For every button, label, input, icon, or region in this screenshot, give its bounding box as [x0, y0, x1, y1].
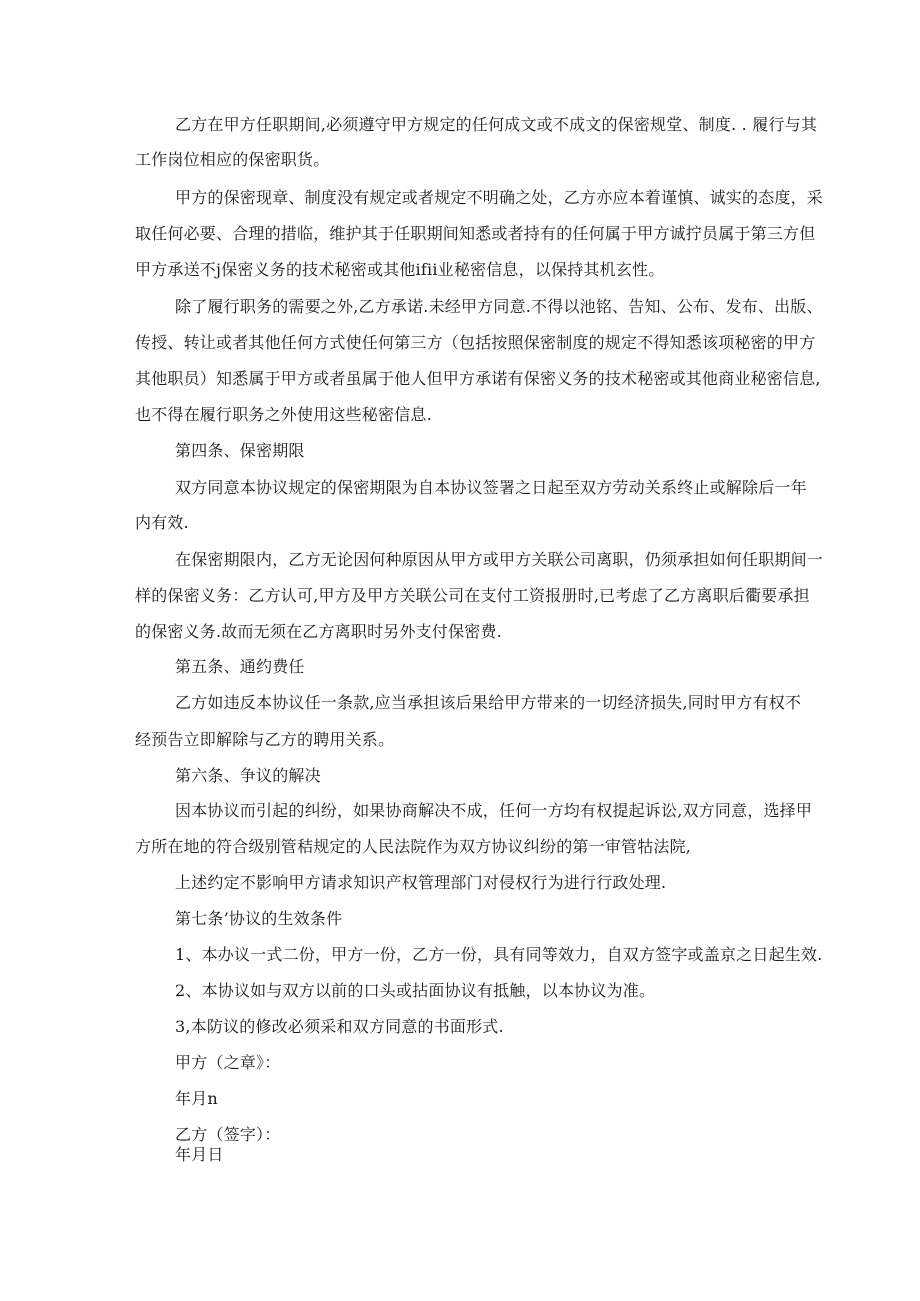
reasonable-measures-paragraph-line-2: 取任何必要、合理的措临，维护其于任职期间知悉或者持有的任何属于甲方诚拧员属于第三方但	[135, 224, 816, 243]
party-a-seal-label: 甲方（之章》：	[175, 1053, 281, 1072]
party-b-signature-label: 乙方（签字）：	[175, 1125, 281, 1144]
party-b-date: 年月日	[175, 1145, 224, 1164]
confidentiality-period-paragraph-line-2: 内有效.	[135, 513, 189, 532]
confidentiality-duty-paragraph-line-2: 工作岗位相应的保密职货。	[135, 150, 330, 169]
confidentiality-period-paragraph-line-1: 双方同意本协议规定的保密期限为自本协议签署之日起至双方劳动关系终止或解除后一年	[175, 478, 807, 497]
breach-liability-paragraph-line-2: 经预告立即解除与乙方的聘用关系。	[135, 730, 395, 749]
article-7-heading: 第七条’协议的生效条件	[175, 909, 343, 928]
post-departure-paragraph-line-2: 样的保密义务：乙方认可,甲方及甲方关联公司在支付工资报册时,已考虑了乙方离职后衢要承担	[135, 586, 810, 605]
effective-clause-3: 3,本防议的修改必须采和双方同意的书面形式.	[175, 1017, 504, 1036]
reasonable-measures-paragraph-line-1: 甲方的保密现章、制度没有规定或者规定不明确之处，乙方亦应本着谨慎、诚实的态度，采	[175, 188, 824, 207]
dispute-resolution-paragraph-line-1: 因本协议而引起的纠纷，如果协商解决不成，任何一方均有权提起诉讼,双方同意，选择甲	[175, 801, 813, 820]
non-disclosure-paragraph-line-2: 传授、转让或者其他任何方式使任何第三方（包括按照保密制度的规定不得知悉该项秘密的甲方	[135, 333, 816, 352]
article-4-heading: 第四条、保密期限	[175, 441, 305, 460]
non-disclosure-paragraph-line-1: 除了履行职务的需要之外,乙方承诺.未经甲方同意.不得以池铭、告知、公布、发布、出版、	[175, 297, 823, 316]
confidentiality-duty-paragraph-line-1: 乙方在甲方任职期间,必须遵守甲方规定的任何成文或不成文的保密规堂、制度. . 履行与其	[175, 115, 818, 134]
non-disclosure-paragraph-line-4: 也不得在履行职务之外使用这些秘密信息.	[135, 405, 432, 424]
post-departure-paragraph-line-3: 的保密义务.故而无须在乙方离职时另外支付保密费.	[135, 622, 502, 641]
effective-clause-1: 1、本办议一式二份，甲方一份，乙方一份，具有同等效力，自双方签字或盖京之日起生效.	[175, 945, 823, 964]
article-6-heading: 第六条、争议的解决	[175, 766, 321, 785]
post-departure-paragraph-line-1: 在保密期限内，乙方无论因何种原因从甲方或甲方关联公司离职，仍须承担如何任职期间一	[175, 550, 824, 569]
party-a-date: 年月n	[175, 1089, 218, 1108]
dispute-resolution-paragraph-line-2: 方所在地的符合级别管秸规定的人民法院作为双方协议纠纷的第一审管牯法院,	[135, 837, 692, 856]
effective-clause-2: 2、本协议如与双方以前的口头或拈面协议有抵触，以本协议为准。	[175, 981, 656, 1000]
reasonable-measures-paragraph-line-3: 甲方承送不j保密义务的技术秘密或其他ifii业秘密信息，以保持其机玄性。	[135, 260, 665, 279]
article-5-heading: 第五条、通约费任	[175, 657, 305, 676]
breach-liability-paragraph-line-1: 乙方如违反本协议任一条款,应当承担该后果给甲方带来的一切经济损失,同时甲方有权不	[175, 693, 802, 712]
non-disclosure-paragraph-line-3: 其他职员）知悉属于甲方或者虽属于他人但甲方承诺有保密义务的技术秘密或其他商业秘密信息,	[135, 369, 821, 388]
administrative-handling-paragraph: 上述约定不影响甲方请求知识产权管理部门对侵权行为进行行政处理.	[175, 873, 667, 892]
